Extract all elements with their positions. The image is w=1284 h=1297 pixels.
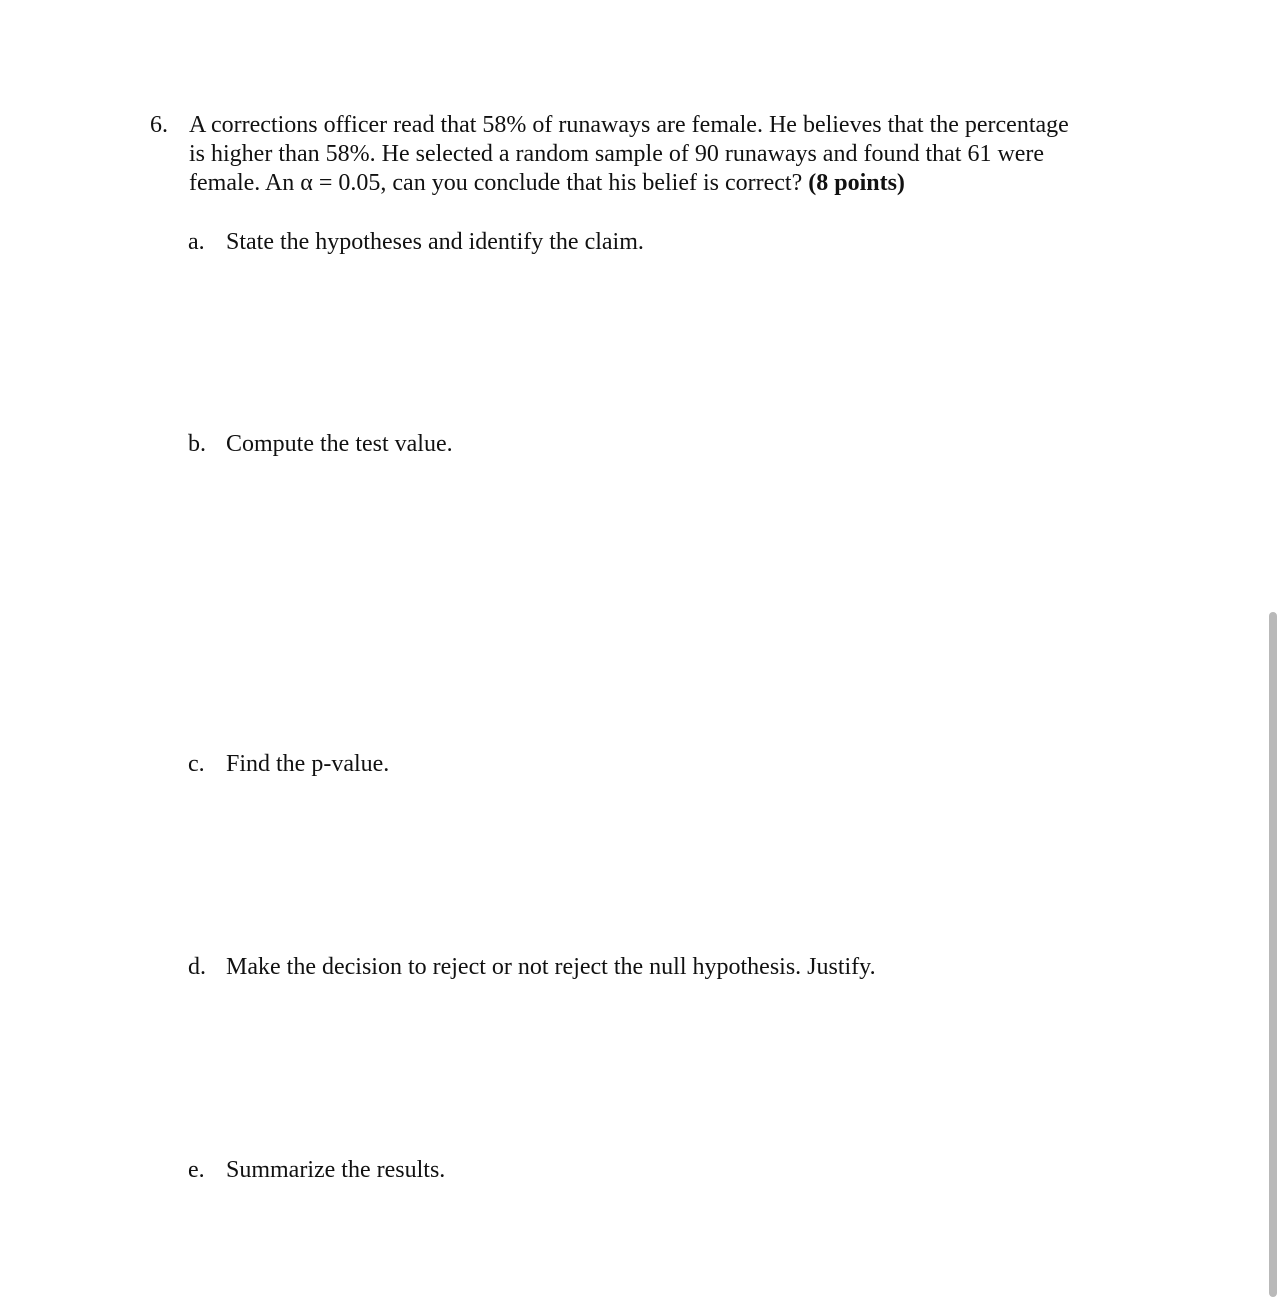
part-e-text: Summarize the results. [226, 1157, 446, 1183]
scrollbar-thumb[interactable] [1269, 612, 1277, 1297]
question-line-3 [189, 169, 1129, 198]
question-line-2: is higher than 58%. He selected a random sample of 90 runaways and found that 61 were [189, 141, 1045, 167]
question-number: 6. [150, 112, 168, 138]
part-d [188, 953, 876, 982]
part-d-text: Make the decision to reject or not reject the null hypothesis. Justify. [226, 954, 876, 980]
part-b-text: Compute the test value. [226, 431, 453, 457]
part-a-text: State the hypotheses and identify the claim. [226, 229, 644, 255]
part-c-letter: c. [188, 751, 205, 777]
part-d-letter: d. [188, 954, 206, 980]
question-line-3-text: female. An α = 0.05, can you conclude that his belief is correct? [189, 170, 809, 196]
part-c [188, 750, 389, 779]
part-b-letter: b. [188, 431, 206, 457]
part-e-letter: e. [188, 1157, 205, 1183]
question-points: (8 points) [808, 170, 905, 196]
question-text [189, 111, 1129, 198]
part-a [188, 228, 644, 257]
question-line-1: A corrections officer read that 58% of runaways are female. He believes that the percentage [189, 112, 1069, 138]
part-b [188, 430, 453, 459]
part-e [188, 1156, 445, 1185]
part-c-text: Find the p-value. [226, 751, 390, 777]
vertical-scrollbar[interactable] [1264, 0, 1284, 1297]
part-a-letter: a. [188, 229, 205, 255]
